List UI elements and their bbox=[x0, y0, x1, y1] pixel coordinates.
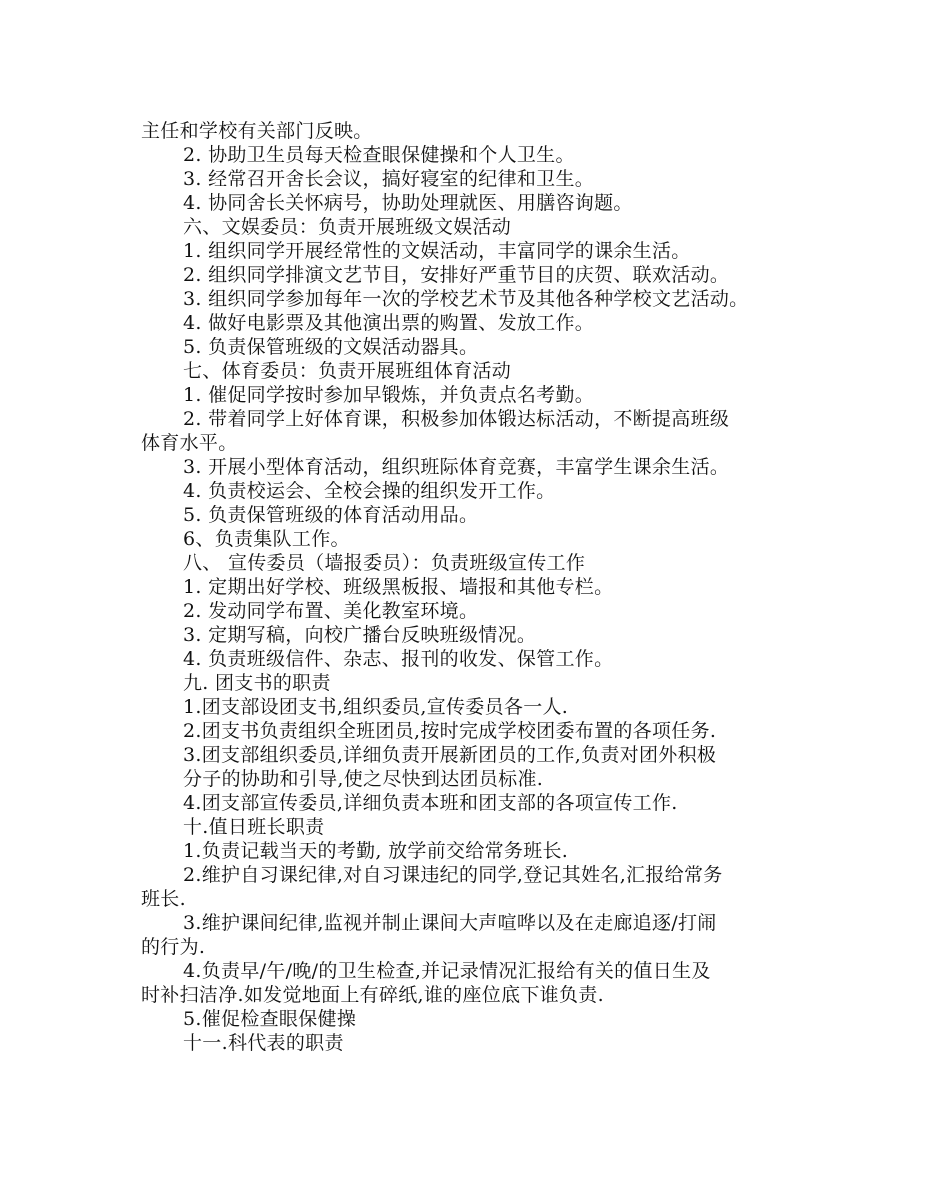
text-line: 1.团支部设团支书,组织委员,宣传委员各一人. bbox=[183, 696, 569, 718]
text-line: 3. 组织同学参加每年一次的学校艺术节及其他各种学校文艺活动。 bbox=[183, 288, 749, 310]
text-line: 4. 协同舍长关怀病号，协助处理就医、用膳咨询题。 bbox=[183, 192, 633, 214]
text-line: 4.团支部宣传委员,详细负责本班和团支部的各项宣传工作. bbox=[183, 792, 678, 814]
text-line: 2. 发动同学布置、美化教室环境。 bbox=[183, 600, 479, 622]
text-line: 3.维护课间纪律,监视并制止课间大声喧哗以及在走廊追逐/打闹 bbox=[183, 912, 717, 934]
text-line: 2.团支书负责组织全班团员,按时完成学校团委布置的各项任务. bbox=[183, 720, 717, 742]
text-line: 体育水平。 bbox=[141, 432, 238, 454]
text-line: 时补扫洁净.如发觉地面上有碎纸,谁的座位底下谁负责. bbox=[141, 984, 604, 1006]
text-line: 九. 团支书的职责 bbox=[183, 672, 331, 694]
text-line: 6、负责集队工作。 bbox=[183, 528, 350, 550]
text-line: 3. 经常召开舍长会议，搞好寝室的纪律和卫生。 bbox=[183, 168, 595, 190]
text-line: 4. 负责班级信件、杂志、报刊的收发、保管工作。 bbox=[183, 648, 614, 670]
text-line: 七、体育委员：负责开展班组体育活动 bbox=[183, 360, 512, 382]
text-line: 八、 宣传委员（墙报委员）：负责班级宣传工作 bbox=[183, 552, 586, 574]
text-line: 1. 定期出好学校、班级黑板报、墙报和其他专栏。 bbox=[183, 576, 614, 598]
text-line: 2. 带着同学上好体育课，积极参加体锻达标活动，不断提高班级 bbox=[183, 408, 730, 430]
text-line: 1. 组织同学开展经常性的文娱活动，丰富同学的课余生活。 bbox=[183, 240, 691, 262]
text-line: 2.维护自习课纪律,对自习课违纪的同学,登记其姓名,汇报给常务 bbox=[183, 864, 723, 886]
text-line: 1.负责记载当天的考勤, 放学前交给常务班长. bbox=[183, 840, 569, 862]
text-line: 主任和学校有关部门反映。 bbox=[141, 120, 373, 142]
text-line: 4. 负责校运会、全校会操的组织发开工作。 bbox=[183, 480, 556, 502]
text-line: 十一.科代表的职责 bbox=[183, 1032, 344, 1054]
text-line: 六、文娱委员：负责开展班级文娱活动 bbox=[183, 216, 512, 238]
text-line: 分子的协助和引导,使之尽快到达团员标准. bbox=[183, 768, 544, 790]
text-line: 班长. bbox=[141, 888, 186, 910]
text-line: 2. 组织同学排演文艺节目，安排好严重节目的庆贺、联欢活动。 bbox=[183, 264, 730, 286]
text-line: 1. 催促同学按时参加早锻炼，并负责点名考勤。 bbox=[183, 384, 595, 406]
text-line: 十.值日班长职责 bbox=[183, 816, 325, 838]
text-line: 的行为. bbox=[141, 936, 206, 958]
document-body bbox=[141, 119, 821, 1055]
text-line: 5. 负责保管班级的文娱活动器具。 bbox=[183, 336, 479, 358]
text-line: 3.团支部组织委员,详细负责开展新团员的工作,负责对团外积极 bbox=[183, 744, 717, 766]
text-line: 5.催促检查眼保健操 bbox=[183, 1008, 357, 1030]
text-line: 5. 负责保管班级的体育活动用品。 bbox=[183, 504, 479, 526]
text-line: 4.负责早/午/晚/的卫生检查,并记录情况汇报给有关的值日生及 bbox=[183, 960, 711, 982]
text-line: 3. 定期写稿，向校广播台反映班级情况。 bbox=[183, 624, 537, 646]
text-line: 2. 协助卫生员每天检查眼保健操和个人卫生。 bbox=[183, 144, 575, 166]
text-line: 3. 开展小型体育活动，组织班际体育竞赛，丰富学生课余生活。 bbox=[183, 456, 730, 478]
text-line: 4. 做好电影票及其他演出票的购置、发放工作。 bbox=[183, 312, 595, 334]
